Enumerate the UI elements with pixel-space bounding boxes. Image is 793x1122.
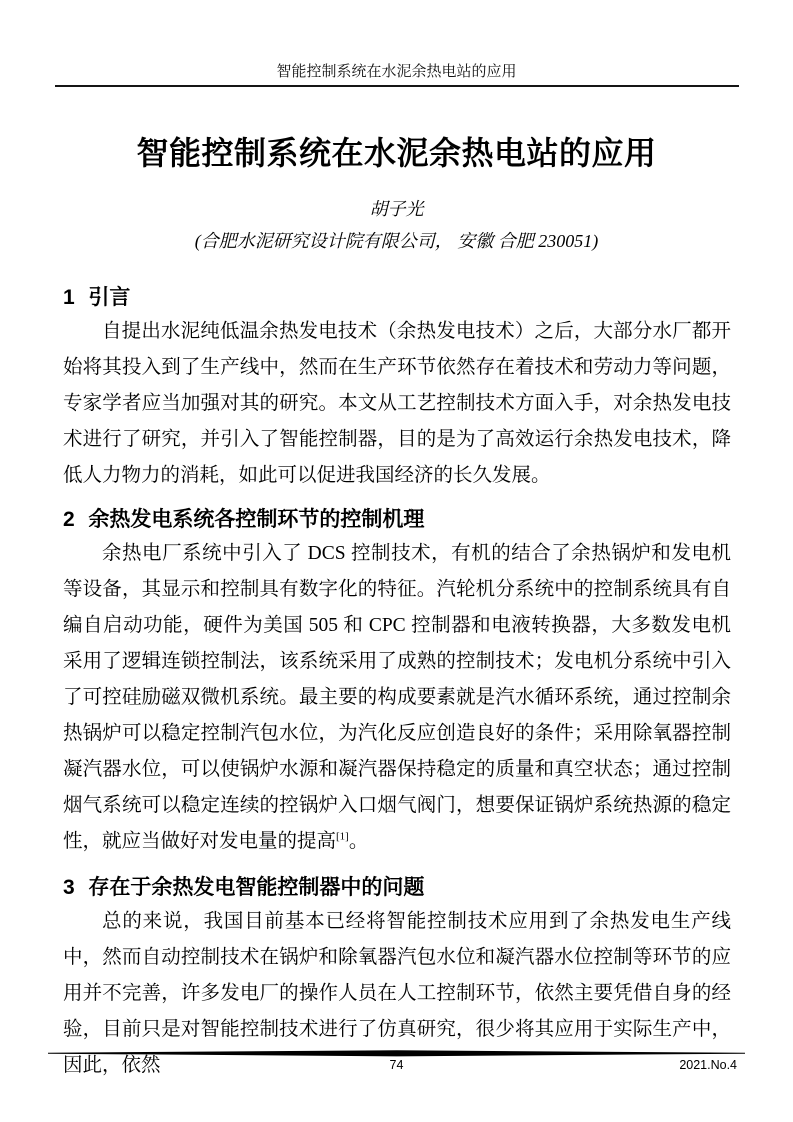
author-affiliation: (合肥水泥研究设计院有限公司， 安徽 合肥 230051) xyxy=(194,231,599,251)
section-2-heading xyxy=(63,503,731,533)
author-name: 胡子光 xyxy=(369,199,424,219)
issue-label: 2021.No.4 xyxy=(679,1058,737,1072)
section-1-title: 引言 xyxy=(88,286,131,309)
section-2-paragraph-text: 余热电厂系统中引入了 DCS 控制技术，有机的结合了余热锅炉和发电机等设备，其显示和控制具有数字化的特征。汽轮机分系统中的控制系统具有自编自启动功能，硬件为美国 505 和 CPC 控制器和电液转换器，大多数发电机采用了逻辑连锁控制法，该系统采用了成熟的控制技术；发电机分系统中引入了可控硅励磁双微机系统。最主要的构成要素就是汽水循环系统，通过控制余热锅炉可以稳定控制汽包水位，为汽化反应创造良好的条件；采用除氧器控制凝汽器水位，可以使锅炉水源和凝汽器保持稳定的质量和真空状态；通过控制烟气系统可以稳定连续的控锅炉入口烟气阀门，想要保证锅炉系统热源的稳定性，就应当做好对发电量的提高 xyxy=(63,543,731,852)
section-2-number: 2 xyxy=(63,508,75,531)
section-2-paragraph xyxy=(63,536,731,860)
section-2-paragraph-tail: 。 xyxy=(348,831,369,852)
section-3-number: 3 xyxy=(63,876,75,899)
paper-title: 智能控制系统在水泥余热电站的应用 xyxy=(136,135,657,171)
section-1-paragraph: 自提出水泥纯低温余热发电技术（余热发电技术）之后，大部分水厂都开始将其投入到了生产线中，然而在生产环节依然存在着技术和劳动力等问题，专家学者应当加强对其的研究。本文从工艺控制技术方面入手，对余热发电技术进行了研究，并引入了智能控制器，目的是为了高效运行余热发电技术，降低人力物力的消耗，如此可以促进我国经济的长久发展。 xyxy=(63,321,731,486)
section-3-heading xyxy=(63,871,731,901)
citation-ref-1: [1] xyxy=(336,830,349,843)
section-3-title: 存在于余热发电智能控制器中的问题 xyxy=(88,876,425,899)
footer-rule xyxy=(48,1050,745,1057)
section-2-title: 余热发电系统各控制环节的控制机理 xyxy=(88,508,425,531)
section-3-paragraph: 总的来说，我国目前基本已经将智能控制技术应用到了余热发电生产线中，然而自动控制技术在锅炉和除氧器汽包水位和凝汽器水位控制等环节的应用并不完善，许多发电厂的操作人员在人工控制环节，依然主要凭借自身的经验，目前只是对智能控制技术进行了仿真研究，很少将其应用于实际生产中，因此，依然 xyxy=(63,911,731,1076)
section-1-number: 1 xyxy=(63,286,75,309)
section-1-heading xyxy=(63,281,731,311)
page-number: 74 xyxy=(389,1058,404,1072)
header-rule xyxy=(55,85,739,87)
running-header-title: 智能控制系统在水泥余热电站的应用 xyxy=(276,64,517,80)
